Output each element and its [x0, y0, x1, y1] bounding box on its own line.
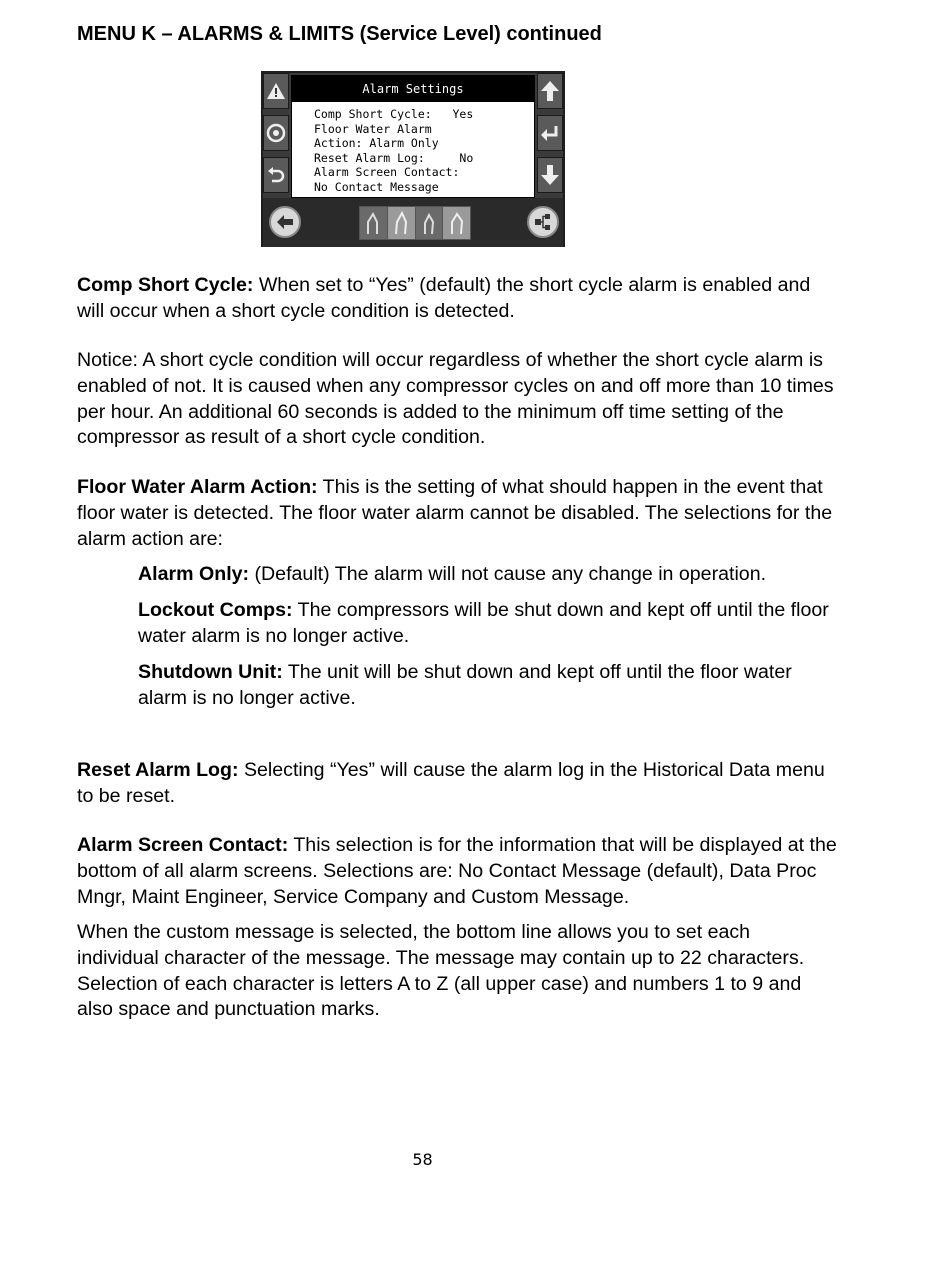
lcd-line: Floor Water Alarm	[314, 121, 432, 136]
description: The unit will be shut down and kept off until the floor water alarm is no longer active.	[138, 661, 792, 709]
page-number: 58	[412, 1150, 433, 1169]
term: Comp Short Cycle:	[77, 274, 254, 296]
description: This selection is for the information that will be displayed at the bottom of all alarm screens. Selections are: No Contact Message (default), Data Proc Mngr, Maint Engineer, Service Company and Custom Message.	[77, 834, 837, 908]
alarm-screen-contact-paragraph	[77, 833, 837, 910]
term: Reset Alarm Log:	[77, 759, 239, 781]
comp-short-cycle-paragraph	[77, 273, 837, 325]
description: The compressors will be shut down and kept off until the floor water alarm is no longer active.	[138, 599, 829, 647]
description: When set to “Yes” (default) the short cycle alarm is enabled and will occur when a short cycle condition is detected.	[77, 274, 811, 322]
lcd-line: Comp Short Cycle: Yes	[314, 107, 474, 121]
hands-icon	[359, 206, 471, 240]
floor-water-paragraph	[77, 475, 837, 552]
screen-bottom-bar	[263, 198, 563, 247]
left-arrow-icon	[269, 206, 301, 238]
term: Shutdown Unit:	[138, 661, 283, 683]
description: Selecting “Yes” will cause the alarm log in the Historical Data menu to be reset.	[77, 759, 825, 807]
lcd-line: Alarm Screen Contact:	[314, 165, 460, 180]
term: Floor Water Alarm Action:	[77, 476, 318, 498]
page-heading: MENU K – ALARMS & LIMITS (Service Level) continued	[77, 23, 602, 45]
lcd-line: Action: Alarm Only	[314, 136, 439, 151]
warning-icon	[263, 73, 289, 109]
target-icon	[263, 115, 289, 151]
custom-message-paragraph: When the custom message is selected, the bottom line allows you to set each individual character of the message. The message may contain up to 22 characters. Selection of each character is letters A to Z (all upper case) and numbers 1 to 9 and also space and punctuation marks.	[77, 921, 805, 1021]
term: Lockout Comps:	[138, 599, 293, 621]
term: Alarm Screen Contact:	[77, 834, 289, 856]
lcd-line: No Contact Message	[314, 179, 439, 194]
network-icon	[527, 206, 559, 238]
term: Alarm Only:	[138, 563, 250, 585]
lcd-display	[291, 75, 535, 198]
lockout-comps-option	[138, 598, 838, 650]
lcd-title: Alarm Settings	[292, 76, 534, 102]
description: This is the setting of what should happen in the event that floor water is detected. The floor water alarm cannot be disabled. The selections for the alarm action are:	[77, 476, 833, 550]
lcd-line: Reset Alarm Log: No	[314, 150, 474, 165]
notice-paragraph: Notice: A short cycle condition will occur regardless of whether the short cycle alarm is enabled of not. It is caused when any compressor cycles on and off more than 10 times per hour. An additional 60 seconds is added to the minimum off time setting of the compressor as result of a short cycle condition.	[77, 349, 834, 449]
enter-icon	[537, 115, 563, 151]
down-arrow-icon	[537, 157, 563, 193]
controller-screen-image	[261, 71, 565, 247]
reset-alarm-log-paragraph	[77, 758, 837, 810]
description: (Default) The alarm will not cause any change in operation.	[249, 563, 767, 585]
alarm-only-option	[138, 562, 838, 588]
up-arrow-icon	[537, 73, 563, 109]
back-arrow-icon	[263, 157, 289, 193]
shutdown-unit-option	[138, 660, 838, 712]
